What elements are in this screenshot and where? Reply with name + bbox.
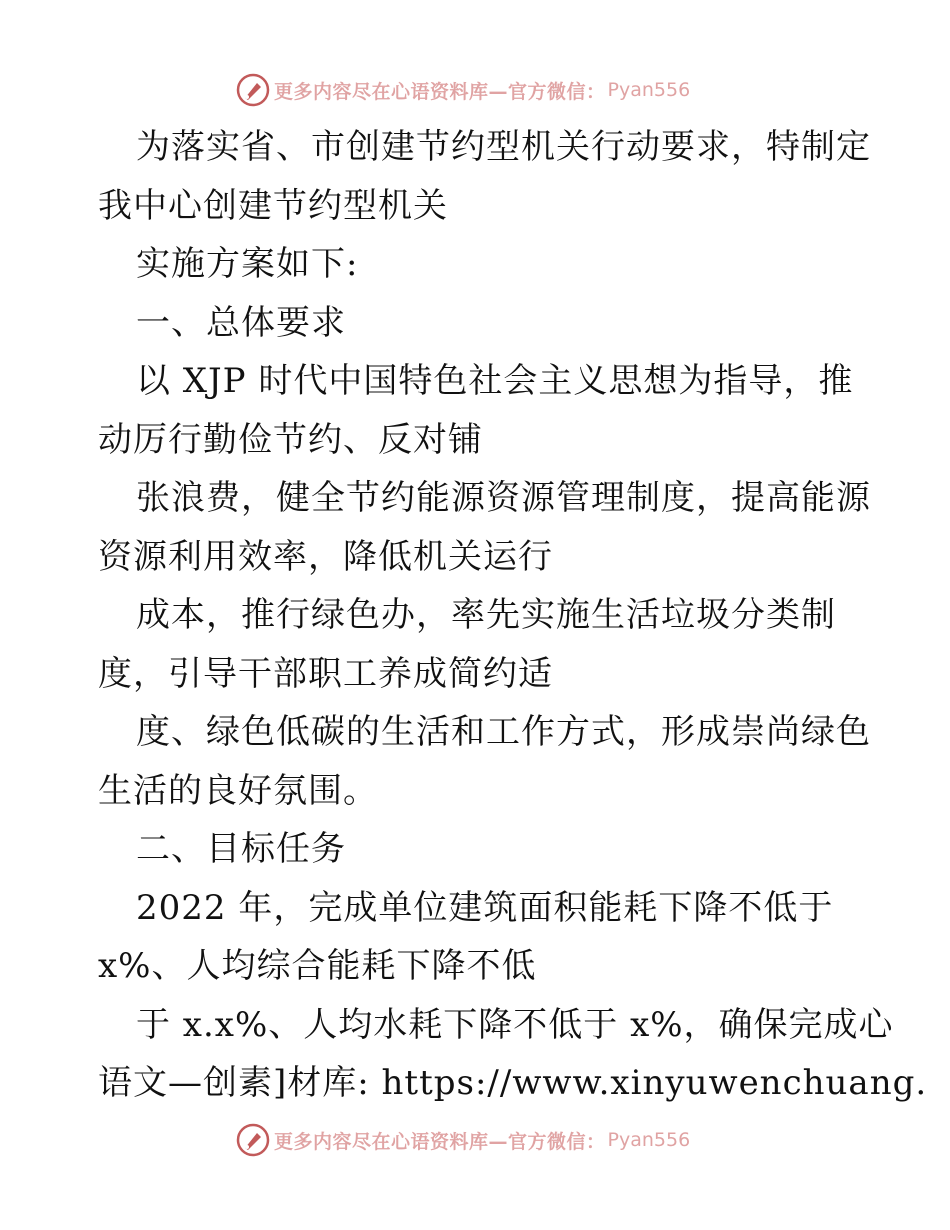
body-line: 语文—创素]材库: https://www.xinyuwenchuang.	[98, 1063, 928, 1103]
body-line: 于 x.x%、人均水耗下降不低于 x%，确保完成心	[136, 1004, 894, 1045]
body-line: x%、人均综合能耗下降不低	[98, 946, 537, 986]
body-line: 张浪费，健全节约能源资源管理制度，提高能源	[136, 478, 871, 518]
header-banner	[236, 72, 690, 108]
banner-wechat-id: Pyan556	[607, 1129, 691, 1151]
body-line: 度、绿色低碳的生活和工作方式，形成崇尚绿色	[136, 712, 871, 752]
body-line: 2022 年，完成单位建筑面积能耗下降不低于	[136, 887, 834, 928]
body-line: 实施方案如下:	[136, 244, 359, 284]
body-line: 动厉行勤俭节约、反对铺	[98, 419, 483, 460]
footer-banner	[236, 1122, 690, 1158]
body-line: 为落实省、市创建节约型机关行动要求，特制定	[136, 127, 871, 167]
body-line: 一、总体要求	[136, 302, 346, 343]
body-line: 以 XJP 时代中国特色社会主义思想为指导，推	[136, 361, 854, 401]
banner-text: 更多内容尽在心语资料库—官方微信：	[274, 80, 606, 103]
body-line: 成本，推行绿色办，率先实施生活垃圾分类制	[136, 595, 836, 635]
banner-wechat-id: Pyan556	[607, 79, 691, 101]
body-line: 我中心创建节约型机关	[98, 185, 448, 226]
document-body	[98, 118, 928, 1113]
pen-nib-logo-icon	[236, 73, 270, 107]
body-line: 度，引导干部职工养成简约适	[98, 653, 553, 694]
banner-text: 更多内容尽在心语资料库—官方微信：	[274, 1130, 606, 1153]
body-line: 二、目标任务	[136, 829, 346, 869]
pen-nib-logo-icon	[236, 1123, 270, 1157]
body-line: 生活的良好氛围。	[98, 770, 378, 811]
body-line: 资源利用效率，降低机关运行	[98, 536, 553, 577]
